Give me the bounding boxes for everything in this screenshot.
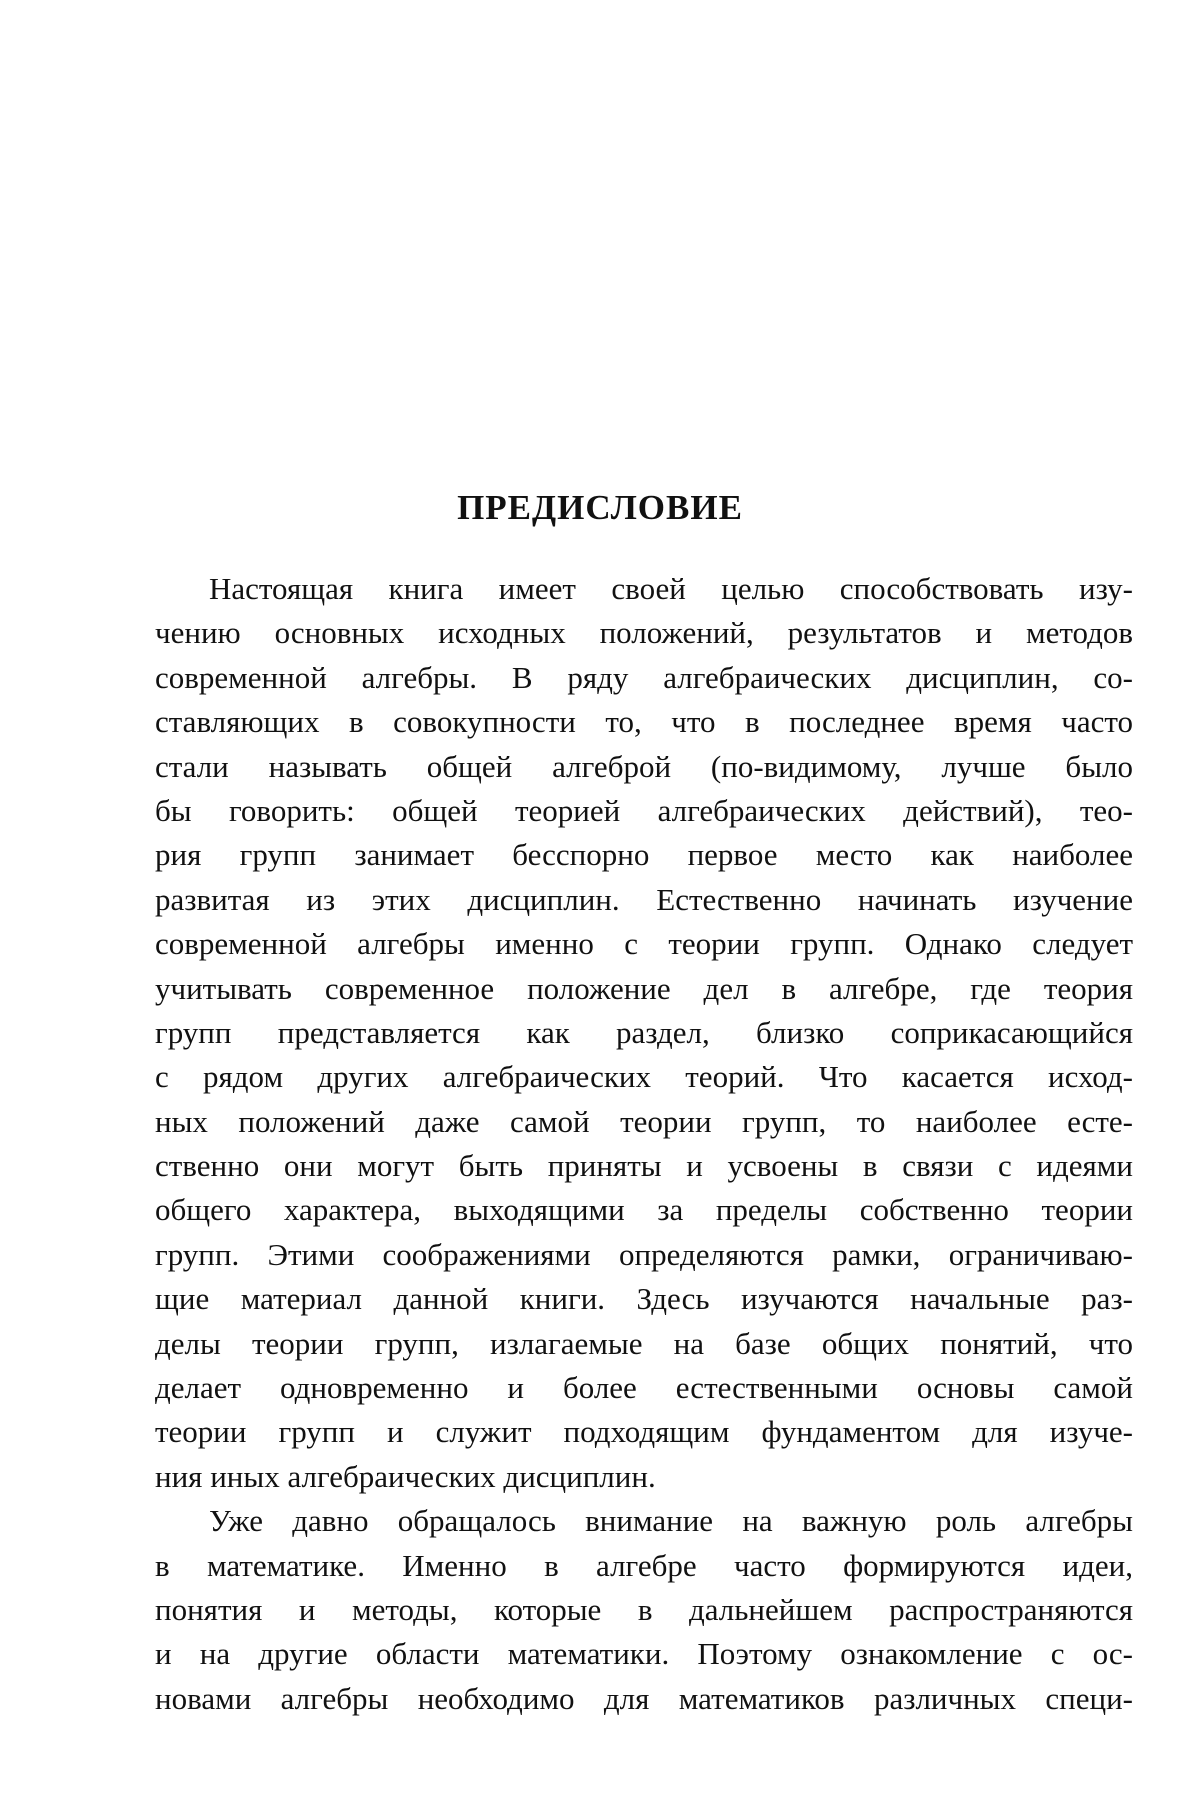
text-line: развитая из этих дисциплин. Естественно начинать изучение: [155, 878, 1133, 922]
text-line: новами алгебры необходимо для математиков различных специ-: [155, 1677, 1133, 1721]
text-line: групп. Этими соображениями определяются рамки, ограничиваю-: [155, 1233, 1133, 1277]
text-line: Настоящая книга имеет своей целью способствовать изу-: [155, 567, 1133, 611]
text-line: с рядом других алгебраических теорий. Что касается исход-: [155, 1055, 1133, 1099]
text-line: рия групп занимает бесспорно первое место как наиболее: [155, 833, 1133, 877]
text-line: групп представляется как раздел, близко соприкасающийся: [155, 1011, 1133, 1055]
text-line: современной алгебры. В ряду алгебраических дисциплин, со-: [155, 656, 1133, 700]
text-line: стали называть общей алгеброй (по-видимому, лучше было: [155, 745, 1133, 789]
page-title: ПРЕДИСЛОВИЕ: [0, 488, 1200, 528]
text-line: делы теории групп, излагаемые на базе общих понятий, что: [155, 1322, 1133, 1366]
paragraph-1: [155, 567, 1133, 1499]
book-page: [0, 0, 1200, 1794]
body-text: [155, 567, 1133, 1721]
text-line: делает одновременно и более естественными основы самой: [155, 1366, 1133, 1410]
text-line: ственно они могут быть приняты и усвоены в связи с идеями: [155, 1144, 1133, 1188]
text-line: чению основных исходных положений, результатов и методов: [155, 611, 1133, 655]
text-line: ставляющих в совокупности то, что в последнее время часто: [155, 700, 1133, 744]
text-line: общего характера, выходящими за пределы собственно теории: [155, 1188, 1133, 1232]
text-line: понятия и методы, которые в дальнейшем распространяются: [155, 1588, 1133, 1632]
text-line: учитывать современное положение дел в алгебре, где теория: [155, 967, 1133, 1011]
text-line: бы говорить: общей теорией алгебраических действий), тео-: [155, 789, 1133, 833]
paragraph-2: [155, 1499, 1133, 1721]
text-line: и на другие области математики. Поэтому ознакомление с ос-: [155, 1632, 1133, 1676]
text-line: современной алгебры именно с теории групп. Однако следует: [155, 922, 1133, 966]
text-line: в математике. Именно в алгебре часто формируются идеи,: [155, 1544, 1133, 1588]
text-line: Уже давно обращалось внимание на важную роль алгебры: [155, 1499, 1133, 1543]
text-line: теории групп и служит подходящим фундаментом для изуче-: [155, 1410, 1133, 1454]
text-line: ных положений даже самой теории групп, то наиболее есте-: [155, 1100, 1133, 1144]
text-line: щие материал данной книги. Здесь изучаются начальные раз-: [155, 1277, 1133, 1321]
text-line: ния иных алгебраических дисциплин.: [155, 1455, 1133, 1499]
